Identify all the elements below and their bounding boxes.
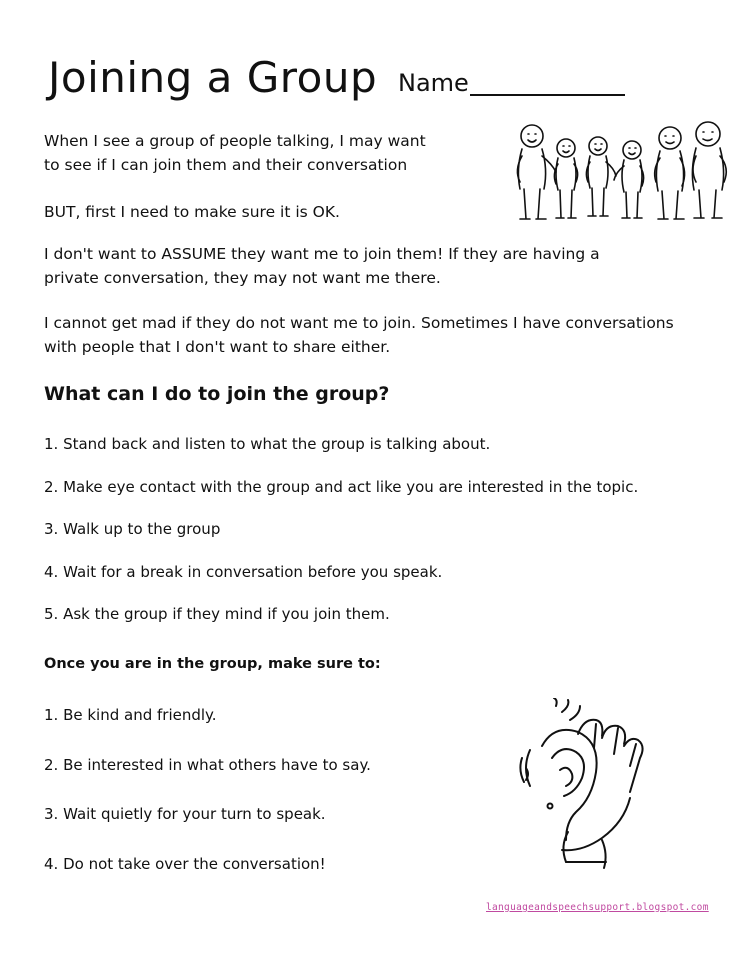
assume-line-2: private conversation, they may not want me there. — [44, 269, 441, 287]
group-of-people-talking-icon — [512, 116, 732, 224]
join-group-heading: What can I do to join the group? — [44, 383, 390, 405]
list-item: 1. Be kind and friendly. — [44, 706, 217, 724]
listening-ear-hand-icon — [512, 698, 657, 873]
list-item: 4. Wait for a break in conversation before you speak. — [44, 563, 443, 581]
source-website-link[interactable]: languageandspeechsupport.blogspot.com — [486, 902, 709, 913]
list-item: 2. Be interested in what others have to say. — [44, 756, 371, 774]
list-item: 5. Ask the group if they mind if you join them. — [44, 605, 390, 623]
intro-line-2: to see if I can join them and their conversation — [44, 156, 408, 174]
page-title: Joining a Group — [48, 53, 378, 102]
in-group-heading: Once you are in the group, make sure to: — [44, 656, 381, 672]
name-label: Name — [398, 69, 469, 97]
mad-line-2: with people that I don't want to share either. — [44, 338, 391, 356]
name-blank-line — [470, 94, 625, 96]
list-item: 3. Wait quietly for your turn to speak. — [44, 805, 326, 823]
list-item: 3. Walk up to the group — [44, 520, 221, 538]
assume-line-1: I don't want to ASSUME they want me to join them! If they are having a — [44, 245, 600, 263]
check-ok-text: BUT, first I need to make sure it is OK. — [44, 203, 340, 221]
list-item: 1. Stand back and listen to what the group is talking about. — [44, 435, 491, 453]
intro-line-1: When I see a group of people talking, I may want — [44, 132, 426, 150]
mad-line-1: I cannot get mad if they do not want me to join. Sometimes I have conversations — [44, 314, 674, 332]
list-item: 4. Do not take over the conversation! — [44, 855, 326, 873]
list-item: 2. Make eye contact with the group and act like you are interested in the topic. — [44, 478, 639, 496]
